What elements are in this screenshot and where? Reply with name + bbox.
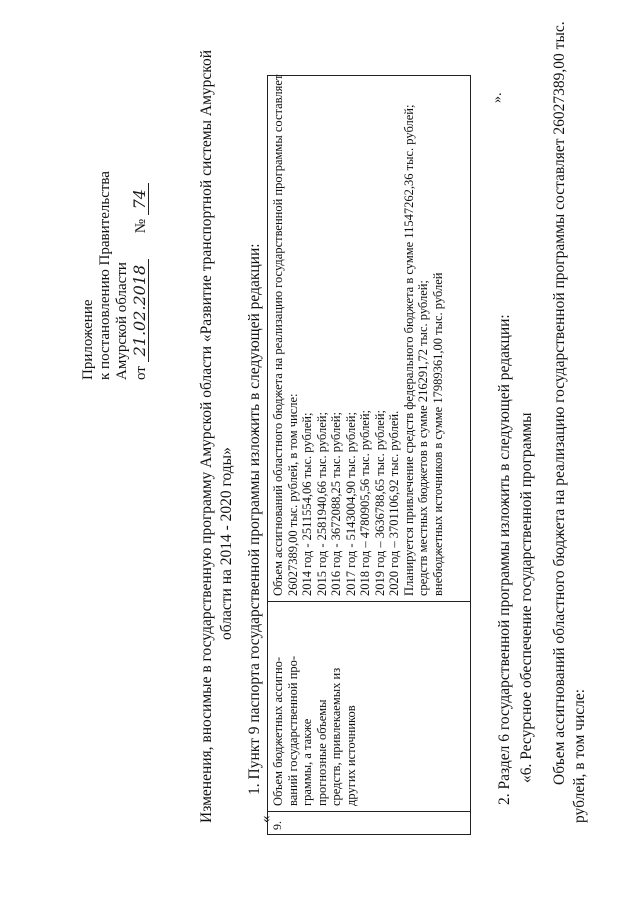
section6-heading: «6. Ресурсное обеспечение государственной программы [518,412,535,783]
resolution-line: к постановлению Правительства [97,171,113,380]
table-row-number: 9. [270,821,284,830]
date-value: 21.02.2018 [131,259,149,363]
section1-intro: 1. Пункт 9 паспорта государственной программы изложить в следующей редакции: [246,243,263,795]
funding-paragraph-line2: рублей, в том числе: [571,688,588,823]
close-quote: ». [490,92,505,103]
label-line: граммы, а также [300,718,314,806]
open-quote: « [258,815,274,823]
region-line: Амурской области [114,262,130,380]
date-prefix: от [133,366,149,380]
table-label-cell [271,656,358,806]
appendix-label: Приложение [80,299,96,380]
body-line: 2014 год - 2511554,06 тыс. рублей; [300,412,314,596]
date-number-line [131,183,150,380]
body-line: 2020 год – 3701106,92 тыс. рублей. [387,410,401,596]
label-line: прогнозные объемы [314,699,329,806]
number-label: № [133,218,149,234]
body-line: 2015 год - 2581940,66 тыс. рублей; [314,412,329,596]
body-line: 2018 год – 4780905,56 тыс. рублей; [358,409,372,596]
body-line: Объем ассигнований областного бюджета на реализацию государственной программы составляет [271,74,285,596]
label-line: ваний государственной про- [285,655,300,806]
body-line: Планируется привлечение средств федерального бюджета в сумме 11547262,36 тыс. рублей; [401,104,416,596]
body-line: 26027389,00 тыс. рублей, в том числе: [285,393,300,596]
table-divider-1 [268,811,470,812]
passport-table [267,75,471,835]
body-line: внебюджетных источников в сумме 17989361,00 тыс. рублей [430,272,445,596]
body-line: 2016 год - 3672088,25 тыс. рублей; [329,412,343,596]
body-line: 2019 год – 3636788,65 тыс. рублей; [372,409,387,596]
table-body-cell [271,75,445,596]
label-line: Объем бюджетных ассигно- [271,656,285,806]
table-divider-2 [268,601,470,602]
label-line: других источников [343,705,358,806]
number-value: 74 [131,183,149,215]
body-line: средств местных бюджетов в сумме 216291,72 тыс. рублей; [416,280,430,596]
document-title-line2: области на 2014 - 2020 годы» [218,447,235,640]
section2-intro: 2. Раздел 6 государственной программы изложить в следующей редакции: [496,314,513,805]
document-title-line1: Изменения, вносимые в государственную программу Амурской области «Развитие транспортной системы Амурской [198,49,215,823]
label-line: средств, привлекаемых из [329,667,343,806]
funding-paragraph-line1: Объем ассигнований областного бюджета на реализацию государственной программы составляет 26027389,00 тыс. [551,21,568,785]
body-line: 2017 год - 5143004,90 тыс. рублей; [343,412,358,596]
